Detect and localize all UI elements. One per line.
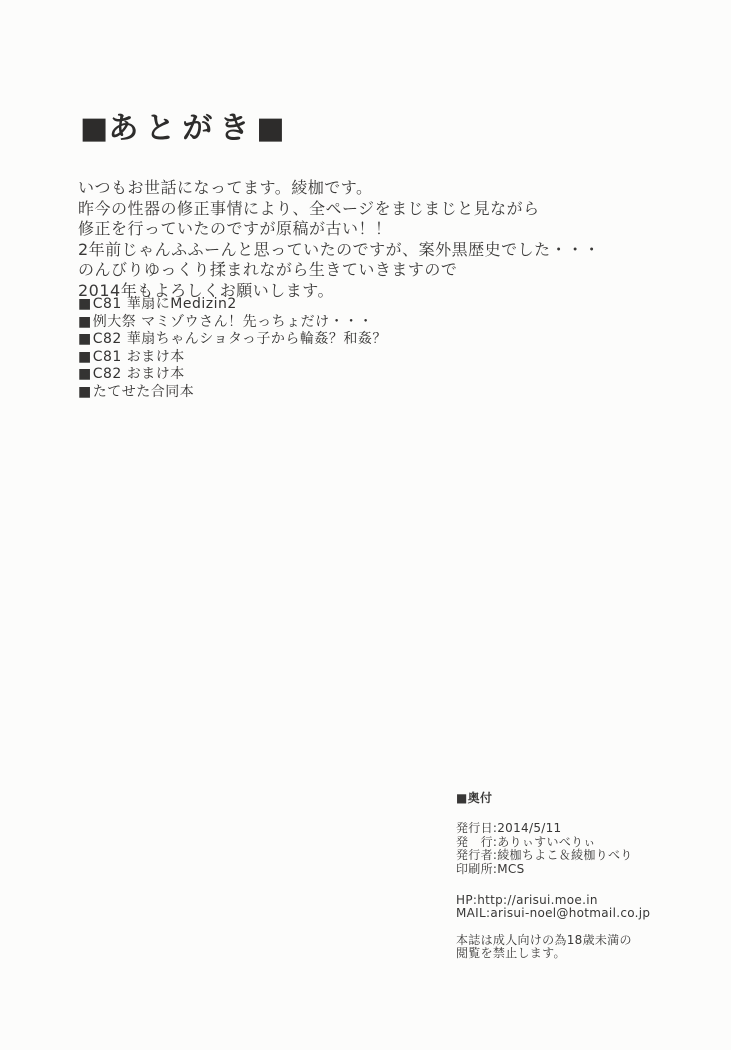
square-bullet-icon: ■ — [78, 296, 92, 312]
work-item — [78, 349, 387, 367]
paragraph-line: 2014年もよろしくお願いします。 — [78, 280, 334, 300]
work-item — [78, 366, 387, 384]
work-item — [78, 331, 387, 349]
work-item — [78, 314, 387, 332]
square-bullet-icon: ■ — [78, 383, 92, 400]
colophon-publication — [456, 822, 650, 876]
work-item-label: C81 華扇にMedizin2 — [92, 296, 237, 312]
paragraph-line: のんびりゆっくり揉まれながら生きていきますので — [78, 260, 458, 279]
colophon-publication-date: 発行日:2014/5/11 — [456, 821, 562, 836]
works-list — [78, 296, 387, 402]
work-item-label: C82 華扇ちゃんショタっ子から輪姦？和姦？ — [92, 331, 387, 348]
colophon-notice-line: 閲覧を禁止します。 — [456, 946, 566, 961]
colophon-publication-publisher: 発行者:綾枷ちよこ＆綾枷りべり — [456, 848, 633, 863]
work-item — [78, 296, 387, 314]
colophon-contact — [456, 894, 650, 921]
colophon-mail: MAIL:arisui-noel@hotmail.co.jp — [456, 906, 651, 921]
colophon-notice — [456, 934, 650, 961]
work-item-label: C81 おまけ本 — [92, 348, 185, 365]
work-item — [78, 384, 387, 402]
colophon-header-label: 奥付 — [467, 791, 493, 805]
square-bullet-icon: ■ — [256, 111, 285, 146]
work-item-label: 例大祭 マミゾウさん！先っちょだけ・・・ — [92, 313, 374, 330]
paragraph-line: いつもお世話になってます。綾枷です。 — [78, 178, 373, 197]
colophon-homepage: HP:http://arisui.moe.in — [456, 893, 598, 908]
colophon-notice-line: 本誌は成人向けの為18歳未満の — [456, 932, 632, 947]
colophon-header — [456, 792, 650, 805]
afterword-title — [80, 103, 285, 147]
square-bullet-icon: ■ — [78, 313, 92, 330]
square-bullet-icon: ■ — [78, 348, 92, 365]
work-item-label: たてせた合同本 — [92, 383, 195, 400]
colophon-publication-circle: 発 行:ありぃすいべりぃ — [456, 834, 596, 849]
paragraph-line: 修正を行っていたのですが原稿が古い！！ — [78, 219, 392, 238]
paragraph-line: 2年前じゃんふふーんと思っていたのですが、案外黒歴史でした・・・ — [78, 239, 601, 259]
afterword-paragraph — [78, 178, 600, 301]
square-bullet-icon: ■ — [78, 331, 92, 348]
square-bullet-icon: ■ — [456, 791, 468, 805]
afterword-title-text: あとがき — [108, 111, 257, 146]
work-item-label: C82 おまけ本 — [92, 366, 185, 383]
colophon-publication-printer: 印刷所:MCS — [456, 861, 525, 876]
square-bullet-icon: ■ — [80, 111, 109, 146]
paragraph-line: 昨今の性器の修正事情により、全ページをまじまじと見ながら — [78, 198, 540, 218]
colophon — [456, 792, 650, 961]
square-bullet-icon: ■ — [78, 366, 92, 383]
